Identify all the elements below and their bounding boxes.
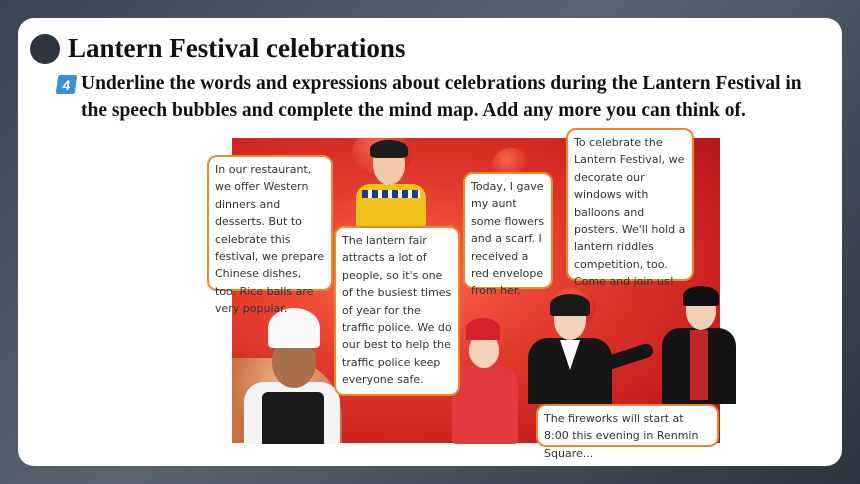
chef-speech-bubble: In our restaurant, we offer Western dinners and desserts. But to celebrate this festival, we prepare Chinese dishes, too. Rice balls are very popular. — [207, 155, 333, 291]
instruction-text: Underline the words and expressions about celebrations during the Lantern Festival in the speech bubbles and complete the mind map. Add any more you can think of. — [81, 73, 802, 121]
waitress-hair — [683, 286, 719, 306]
host-speech-bubble: The fireworks will start at 8:00 this evening in Renmin Square... — [536, 404, 719, 447]
slide-title: Lantern Festival celebrations — [68, 33, 406, 63]
step-number-badge: 4 — [56, 75, 78, 94]
girl-figure — [452, 366, 518, 444]
police-speech-bubble: The lantern fair attracts a lot of people, so it's one of the busiest times of year for the traffic police. We do our best to help the traffic police keep everyone safe. — [334, 226, 460, 396]
title-bullet-icon — [30, 34, 60, 64]
girl-speech-bubble: Today, I gave my aunt some flowers and a scarf. I received a red envelope from her. — [463, 172, 553, 289]
host-hair — [550, 294, 590, 316]
waitress-speech-bubble: To celebrate the Lantern Festival, we decorate our windows with balloons and posters. We'll hold a lantern riddles competition, too. Come and join us! — [566, 128, 694, 281]
waitress-trim — [690, 330, 708, 400]
vest-stripe — [362, 190, 420, 198]
policeman-hair — [370, 140, 408, 158]
girl-hat — [466, 318, 500, 340]
chef-apron — [262, 392, 324, 444]
